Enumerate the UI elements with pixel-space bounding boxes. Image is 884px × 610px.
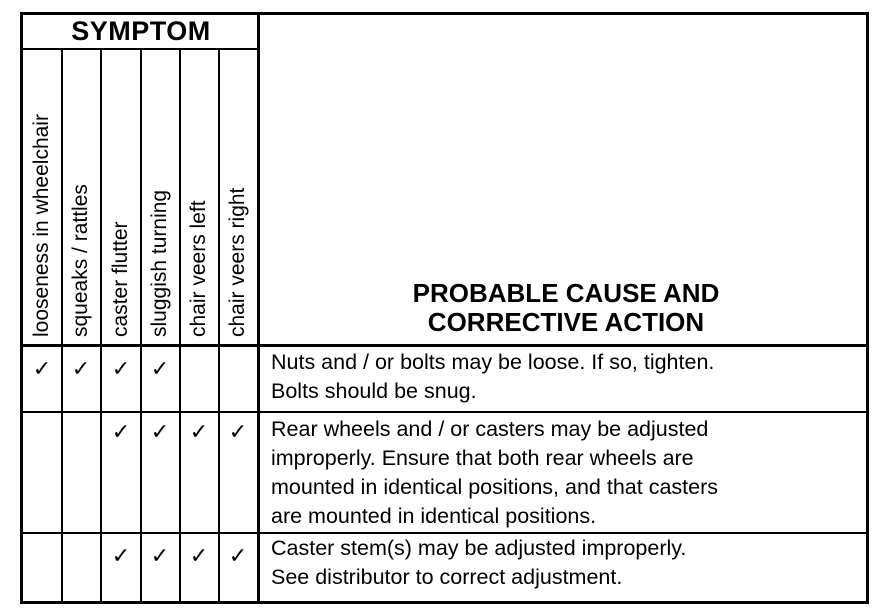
- check-mark-icon: ✓: [150, 543, 170, 568]
- cause-line: Bolts should be snug.: [271, 379, 477, 403]
- cause-line: are mounted in identical positions.: [271, 504, 597, 528]
- check-mark-icon: ✓: [150, 356, 170, 381]
- check-mark-icon: ✓: [228, 419, 248, 444]
- col-divider: [140, 48, 142, 602]
- cause-header-line: PROBABLE CAUSE AND: [412, 278, 720, 308]
- check-mark-icon: ✓: [111, 419, 131, 444]
- cause-line: mounted in identical positions, and that casters: [271, 475, 718, 499]
- troubleshooting-table: [20, 12, 869, 604]
- cause-line: Nuts and / or bolts may be loose. If so, tighten.: [271, 350, 715, 374]
- symptom-label-veers-left: chair veers left: [187, 200, 210, 337]
- col-divider: [218, 48, 220, 602]
- check-mark-icon: ✓: [32, 356, 52, 381]
- row-1-cause: [271, 348, 861, 406]
- cause-line: Rear wheels and / or casters may be adjusted: [271, 417, 709, 441]
- col-divider: [100, 48, 102, 602]
- cause-header-line: CORRECTIVE ACTION: [427, 307, 705, 337]
- col-divider: [61, 48, 63, 602]
- cause-line: Caster stem(s) may be adjusted improperly.: [271, 536, 687, 560]
- row-2-cause: [271, 415, 861, 531]
- symptom-label-sluggish-turning: sluggish turning: [148, 189, 171, 337]
- symptom-label-looseness: looseness in wheelchair: [30, 114, 53, 337]
- col-divider: [179, 48, 181, 602]
- row-3-cause: [271, 534, 861, 592]
- check-mark-icon: ✓: [71, 356, 91, 381]
- symptom-header: SYMPTOM: [71, 16, 211, 46]
- check-mark-icon: ✓: [111, 543, 131, 568]
- symptom-label-squeaks: squeaks / rattles: [69, 184, 92, 337]
- check-mark-icon: ✓: [189, 419, 209, 444]
- symptom-label-caster-flutter: caster flutter: [109, 221, 132, 337]
- check-mark-icon: ✓: [111, 356, 131, 381]
- cause-header: [263, 279, 869, 337]
- check-mark-icon: ✓: [228, 543, 248, 568]
- row-divider: [23, 411, 866, 413]
- cause-line: improperly. Ensure that both rear wheels are: [271, 446, 694, 470]
- cause-line: See distributor to correct adjustment.: [271, 565, 623, 589]
- symptom-label-veers-right: chair veers right: [226, 187, 249, 337]
- check-mark-icon: ✓: [189, 543, 209, 568]
- section-divider: [257, 15, 260, 602]
- check-mark-icon: ✓: [150, 419, 170, 444]
- header-bottom-rule: [23, 344, 866, 347]
